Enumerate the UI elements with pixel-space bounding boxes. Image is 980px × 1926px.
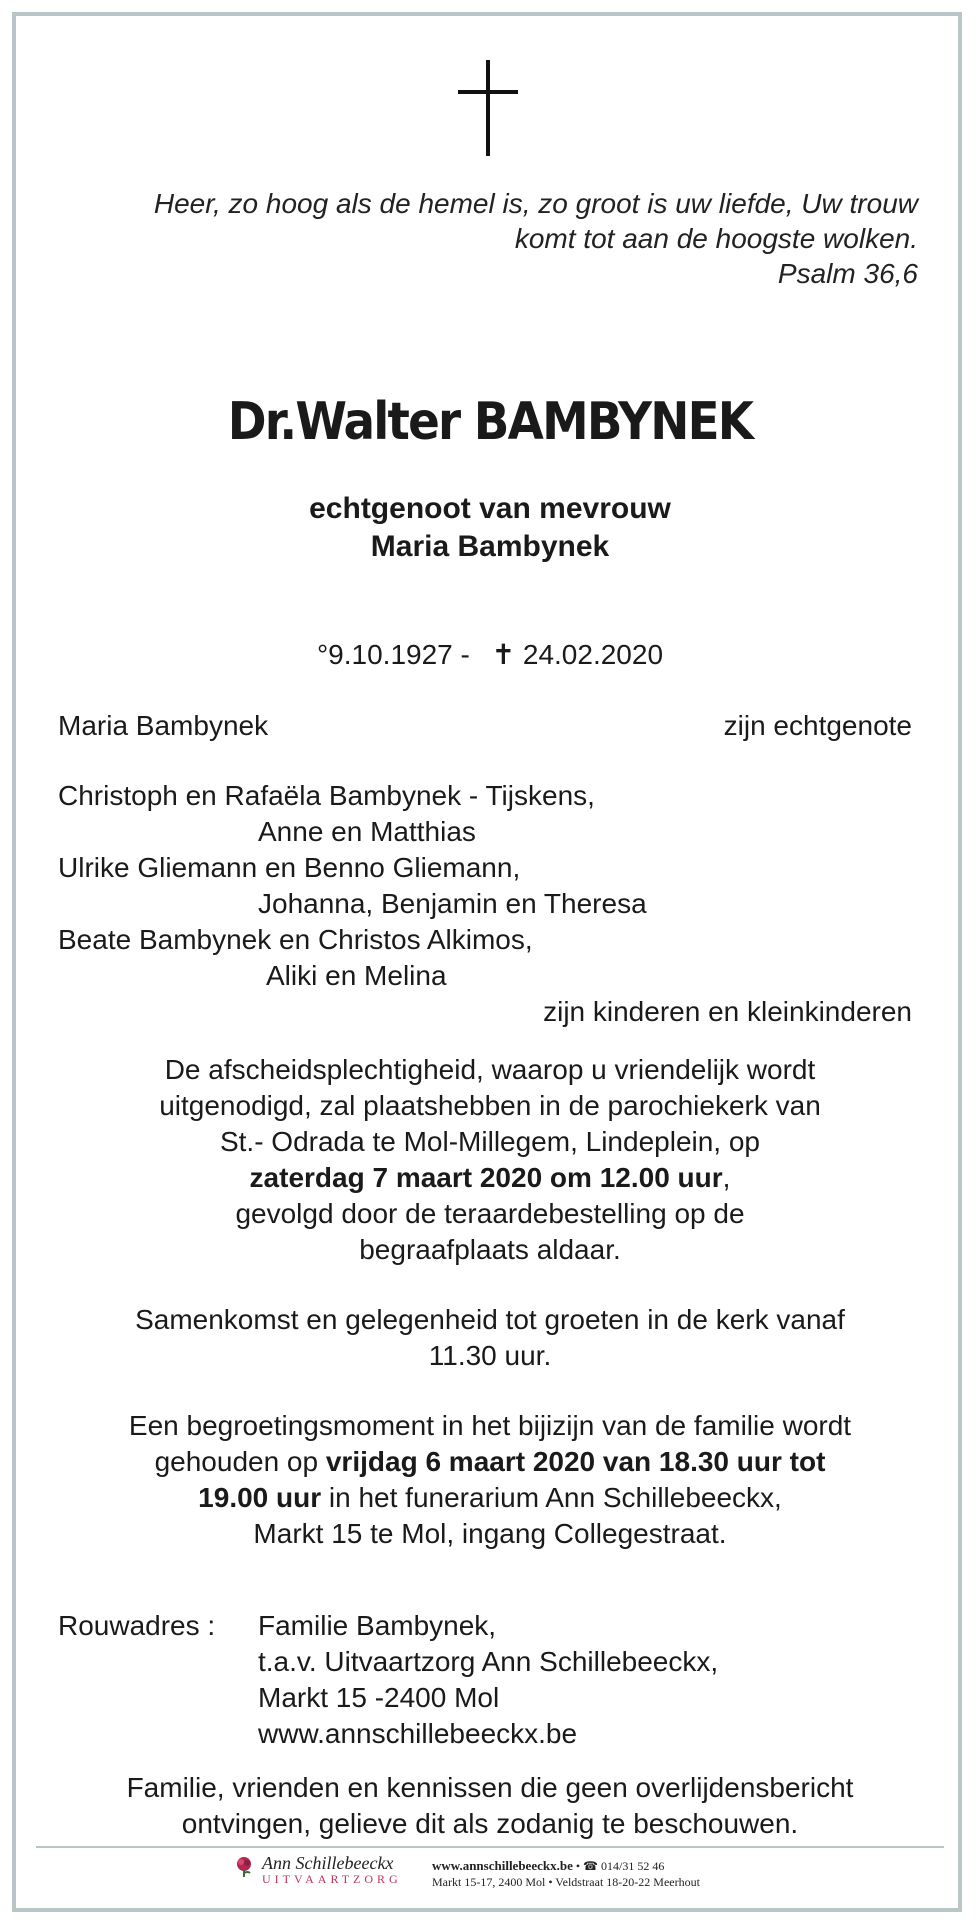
address-line-3: Markt 15 -2400 Mol	[258, 1682, 500, 1713]
child-3-kids: Aliki en Melina	[266, 960, 447, 991]
child-1-parents: Christoph en Rafaëla Bambynek - Tijskens,	[58, 780, 595, 811]
ceremony-text	[60, 1052, 920, 1268]
birth-date: °9.10.1927 -	[316, 639, 470, 670]
footer-website-link[interactable]: www.annschillebeeckx.be	[432, 1858, 573, 1873]
deceased-name: Dr.Walter BAMBYNEK	[227, 392, 753, 452]
closing-line-2: ontvingen, gelieve dit als zodanig te beschouwen.	[181, 1808, 799, 1839]
footer-contact	[432, 1858, 700, 1890]
brand-subtitle: UITVAARTZORG	[262, 1872, 402, 1886]
visitation-line-1: Een begroetingsmoment in het bijizijn van de familie wordt	[128, 1410, 852, 1441]
footer-phone: 014/31 52 46	[601, 1859, 665, 1873]
quote-line-1: Heer, zo hoog als de hemel is, zo groot is uw liefde, Uw trouw	[153, 188, 918, 219]
visitation-line-3: 19.00 uur in het funerarium Ann Schillebeeckx,	[198, 1482, 782, 1513]
child-2-kids: Johanna, Benjamin en Theresa	[258, 888, 647, 919]
psalm-quote	[58, 186, 918, 291]
address-website: www.annschillebeeckx.be	[258, 1718, 578, 1749]
closing-text	[60, 1770, 920, 1842]
visitation-line-2: gehouden op vrijdag 6 maart 2020 van 18.30 uur tot	[154, 1446, 826, 1477]
ceremony-line-5: gevolgd door de teraardebestelling op de	[235, 1198, 745, 1229]
address-label: Rouwadres :	[58, 1610, 216, 1641]
life-dates	[0, 638, 980, 671]
address-line-1: Familie Bambynek,	[258, 1610, 497, 1641]
ceremony-line-2: uitgenodigd, zal plaatshebben in de parochiekerk van	[159, 1090, 821, 1121]
death-cross-icon: ✝	[491, 639, 516, 670]
ceremony-line-1: De afscheidsplechtigheid, waarop u vriendelijk wordt	[164, 1054, 816, 1085]
child-3-parents: Beate Bambynek en Christos Alkimos,	[58, 924, 533, 955]
child-1-kids: Anne en Matthias	[258, 816, 476, 847]
ceremony-date: zaterdag 7 maart 2020 om 12.00 uur	[249, 1162, 723, 1193]
gathering-text	[60, 1302, 920, 1374]
ceremony-line-3: St.- Odrada te Mol-Millegem, Lindeplein, op	[219, 1126, 761, 1157]
child-2-parents: Ulrike Gliemann en Benno Gliemann,	[58, 852, 521, 883]
family-spouse-name: Maria Bambynek	[58, 710, 269, 741]
footer-addresses: Markt 15-17, 2400 Mol • Veldstraat 18-20-22 Meerhout	[432, 1875, 700, 1889]
death-date: 24.02.2020	[522, 639, 664, 670]
visitation-text	[60, 1408, 920, 1552]
closing-line-1: Familie, vrienden en kennissen die geen overlijdensbericht	[126, 1772, 854, 1803]
quote-source: Psalm 36,6	[777, 258, 918, 289]
brand-name: Ann Schillebeeckx	[262, 1853, 394, 1873]
spouse-info	[0, 490, 980, 566]
address-line-2: t.a.v. Uitvaartzorg Ann Schillebeeckx,	[258, 1646, 719, 1677]
quote-line-2: komt tot aan de hoogste wolken.	[514, 223, 918, 254]
address-lines	[258, 1608, 718, 1752]
phone-icon: • ☎	[575, 1859, 598, 1873]
gathering-line-2: 11.30 uur.	[428, 1340, 552, 1371]
footer-divider	[36, 1846, 944, 1848]
spouse-line-1: echtgenoot van mevrouw	[309, 492, 671, 525]
rose-logo-icon	[232, 1854, 256, 1878]
visitation-line-4: Markt 15 te Mol, ingang Collegestraat.	[253, 1518, 727, 1549]
funeral-brand	[262, 1854, 402, 1886]
spouse-line-2: Maria Bambynek	[370, 530, 610, 563]
ceremony-line-4: zaterdag 7 maart 2020 om 12.00 uur,	[249, 1162, 731, 1193]
gathering-line-1: Samenkomst en gelegenheid tot groeten in de kerk vanaf	[135, 1304, 845, 1335]
ceremony-line-6: begraafplaats aldaar.	[359, 1234, 621, 1265]
children-role: zijn kinderen en kleinkinderen	[543, 996, 912, 1027]
family-spouse-role: zijn echtgenote	[723, 710, 912, 741]
